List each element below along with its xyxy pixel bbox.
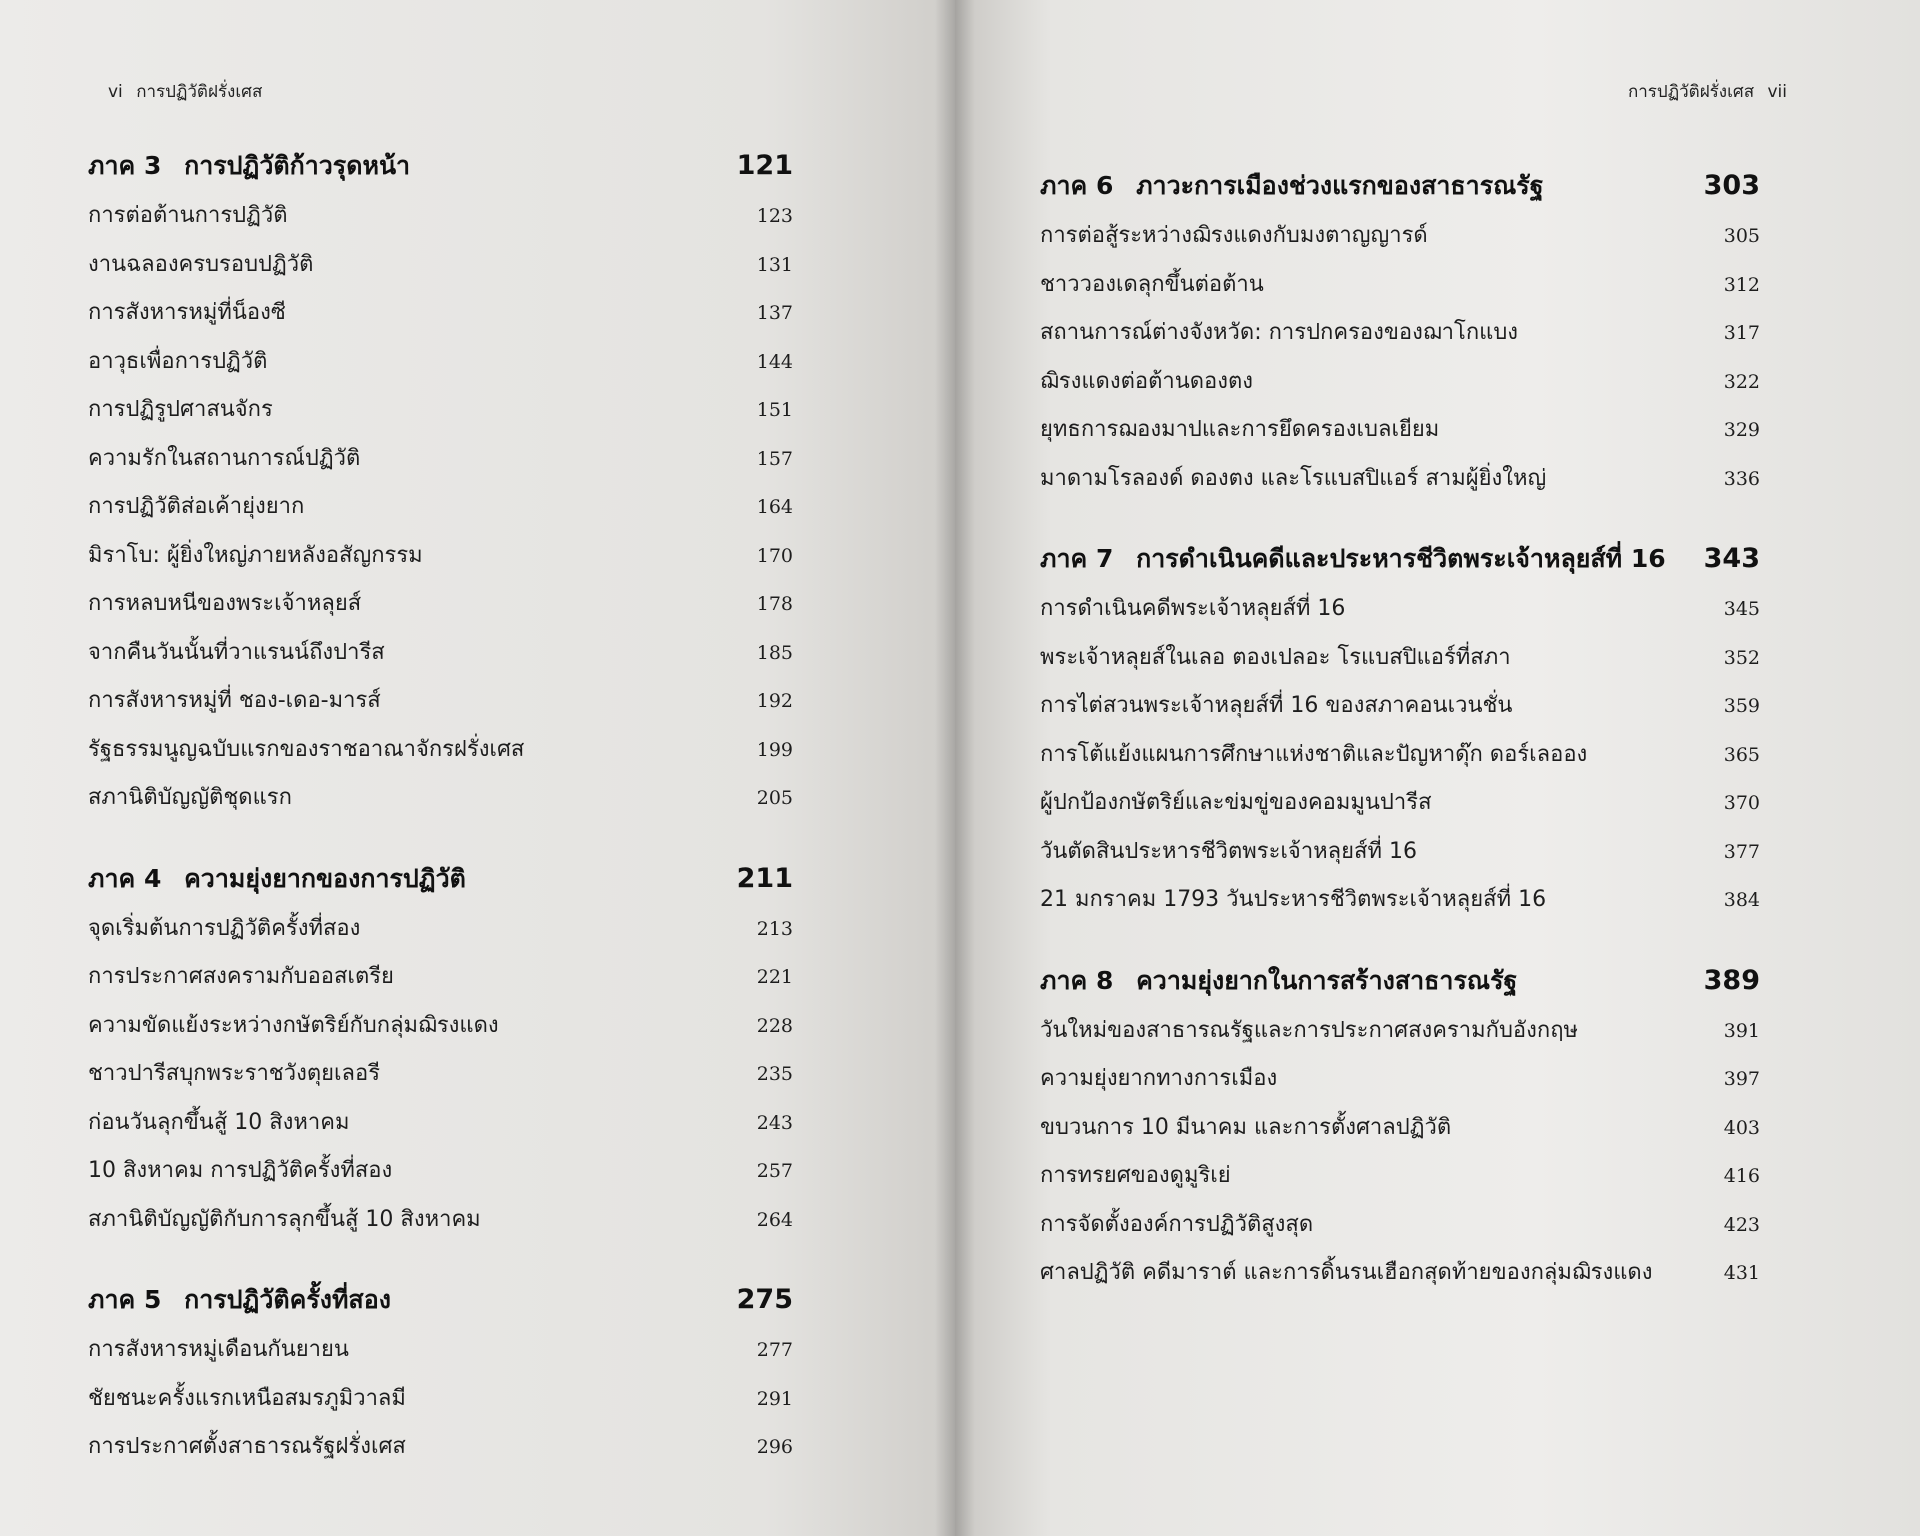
chapter-page-number: 205 (756, 787, 793, 809)
part-title: การปฏิวัติครั้งที่สอง (184, 1285, 391, 1314)
chapter-title: ความขัดแย้งระหว่างกษัตริย์กับกลุ่มฌิรงแดง (88, 1012, 499, 1038)
toc-entry (88, 905, 793, 954)
part-title-group (88, 853, 466, 905)
part-page-number: 389 (1703, 964, 1760, 996)
toc-entry (1040, 1249, 1760, 1298)
toc-entry (88, 580, 793, 629)
toc-part (88, 140, 793, 823)
chapter-page-number: 391 (1723, 1019, 1760, 1042)
chapter-title: ความยุ่งยากทางการเมือง (1040, 1066, 1278, 1091)
chapter-title: สภานิติบัญญัติชุดแรก (88, 785, 292, 810)
chapter-title: 10 สิงหาคม การปฏิวัติครั้งที่สอง (88, 1158, 393, 1183)
part-heading (88, 853, 793, 905)
chapter-title: จุดเริ่มต้นการปฏิวัติครั้งที่สอง (88, 915, 361, 941)
chapter-page-number: 199 (756, 738, 793, 761)
chapter-title: สภานิติบัญญัติกับการลุกขึ้นสู้ 10 สิงหาคม (88, 1206, 481, 1232)
toc-part (88, 853, 793, 1245)
toc-entry (1040, 876, 1760, 925)
chapter-page-number: 192 (756, 690, 793, 712)
page-number-vii: vii (1767, 82, 1787, 102)
chapter-page-number: 221 (756, 966, 793, 988)
chapter-title: การทรยศของดูมูริเย่ (1040, 1163, 1231, 1188)
chapter-title: ศาลปฏิวัติ คดีมาราต์ และการดิ้นรนเฮือกสุดท้ายของกลุ่มฌิรงแดง (1040, 1260, 1653, 1285)
chapter-title: พระเจ้าหลุยส์ในเลอ ตองเปลอะ โรแบสปิแอร์ที่สภา (1040, 644, 1511, 670)
chapter-page-number: 370 (1723, 792, 1760, 814)
chapter-page-number: 403 (1723, 1116, 1760, 1139)
toc-entry (1040, 1201, 1760, 1250)
chapter-title: วันใหม่ของสาธารณรัฐและการประกาศสงครามกับอังกฤษ (1040, 1017, 1579, 1043)
chapter-page-number: 123 (756, 205, 793, 227)
chapter-page-number: 377 (1723, 840, 1760, 863)
book-gutter (935, 0, 975, 1536)
part-title-group (1040, 533, 1666, 585)
chapter-title: ยุทธการฌองมาปและการยึดครองเบลเยียม (1040, 417, 1440, 442)
part-title: ความยุ่งยากของการปฏิวัติ (184, 863, 466, 893)
part-title: การปฏิวัติก้าวรุดหน้า (184, 151, 411, 180)
toc-entry (1040, 212, 1760, 261)
toc-entry (88, 338, 793, 387)
chapter-title: ขบวนการ 10 มีนาคม และการตั้งศาลปฏิวัติ (1040, 1114, 1452, 1140)
toc-entry (88, 289, 793, 338)
chapter-title: การสังหารหมู่เดือนกันยายน (88, 1337, 349, 1362)
chapter-page-number: 164 (756, 496, 793, 518)
toc-entry (1040, 634, 1760, 683)
chapter-title: การปฏิรูปศาสนจักร (88, 397, 273, 422)
toc-right (1040, 160, 1760, 1302)
chapter-page-number: 264 (756, 1208, 793, 1231)
toc-entry (88, 1099, 793, 1148)
toc-entry (88, 532, 793, 581)
toc-entry (88, 774, 793, 823)
part-label: ภาค 5 (88, 1285, 162, 1314)
left-page (0, 0, 955, 1536)
page-number-vi: vi (108, 82, 123, 102)
chapter-page-number: 291 (756, 1387, 793, 1410)
chapter-title: การปฏิวัติส่อเค้ายุ่งยาก (88, 494, 305, 519)
chapter-page-number: 345 (1723, 598, 1760, 620)
toc-entry (88, 677, 793, 726)
part-label: ภาค 7 (1040, 544, 1114, 573)
chapter-title: งานฉลองครบรอบปฏิวัติ (88, 251, 314, 277)
part-heading (88, 140, 793, 192)
book-title: การปฏิวัติฝรั่งเศส (136, 82, 263, 102)
part-page-number: 275 (736, 1284, 793, 1315)
chapter-title: การประกาศสงครามกับออสเตรีย (88, 964, 394, 989)
chapter-title: การจัดตั้งองค์การปฏิวัติสูงสุด (1040, 1211, 1314, 1237)
part-label: ภาค 3 (88, 151, 162, 180)
chapter-page-number: 151 (756, 399, 793, 421)
part-label: ภาค 4 (88, 863, 162, 893)
chapter-title: ก่อนวันลุกขึ้นสู้ 10 สิงหาคม (88, 1109, 350, 1135)
chapter-page-number: 365 (1723, 743, 1760, 766)
toc-entry (88, 1423, 793, 1472)
running-head-right (1628, 78, 1795, 105)
toc-entry (88, 386, 793, 435)
toc-entry (88, 953, 793, 1002)
part-label: ภาค 6 (1040, 171, 1114, 200)
part-heading (88, 1274, 793, 1326)
toc-entry (88, 435, 793, 484)
chapter-page-number: 305 (1723, 225, 1760, 247)
chapter-page-number: 317 (1723, 322, 1760, 344)
chapter-page-number: 359 (1723, 695, 1760, 717)
part-heading (1040, 533, 1760, 585)
part-title-group (88, 140, 410, 192)
chapter-title: การดำเนินคดีพระเจ้าหลุยส์ที่ 16 (1040, 596, 1346, 621)
chapter-title: จากคืนวันนั้นที่วาแรนน์ถึงปารีส (88, 639, 385, 665)
chapter-page-number: 416 (1723, 1165, 1760, 1187)
toc-entry (1040, 1104, 1760, 1153)
toc-entry (1040, 779, 1760, 828)
part-spacer (1040, 507, 1760, 533)
toc-entry (88, 1375, 793, 1424)
toc-part (88, 1274, 793, 1472)
toc-left (88, 140, 793, 1476)
part-title-group (1040, 160, 1544, 212)
toc-entry (1040, 261, 1760, 310)
toc-entry (88, 192, 793, 241)
toc-entry (1040, 406, 1760, 455)
toc-entry (1040, 682, 1760, 731)
chapter-title: สถานการณ์ต่างจังหวัด: การปกครองของฌาโกแบง (1040, 320, 1519, 345)
part-title: ความยุ่งยากในการสร้างสาธารณรัฐ (1136, 965, 1518, 995)
toc-entry (88, 1147, 793, 1196)
chapter-page-number: 336 (1723, 467, 1760, 490)
toc-entry (88, 241, 793, 290)
part-spacer (1040, 929, 1760, 955)
chapter-page-number: 170 (756, 544, 793, 567)
toc-entry (88, 483, 793, 532)
toc-entry (1040, 731, 1760, 780)
part-page-number: 303 (1703, 170, 1760, 201)
chapter-page-number: 397 (1723, 1068, 1760, 1090)
toc-entry (1040, 828, 1760, 877)
chapter-title: วันตัดสินประหารชีวิตพระเจ้าหลุยส์ที่ 16 (1040, 838, 1417, 864)
chapter-page-number: 329 (1723, 419, 1760, 441)
part-spacer (88, 1248, 793, 1274)
chapter-title: การโต้แย้งแผนการศึกษาแห่งชาติและปัญหาดุ๊ก ดอร์เลออง (1040, 741, 1588, 767)
toc-entry (1040, 358, 1760, 407)
chapter-page-number: 131 (756, 253, 793, 276)
chapter-page-number: 257 (756, 1160, 793, 1182)
chapter-title: 21 มกราคม 1793 วันประหารชีวิตพระเจ้าหลุยส์ที่ 16 (1040, 887, 1547, 912)
chapter-title: ผู้ปกป้องกษัตริย์และข่มขู่ของคอมมูนปารีส (1040, 790, 1432, 815)
part-title-group (1040, 955, 1517, 1007)
chapter-page-number: 178 (756, 593, 793, 615)
chapter-title: การหลบหนีของพระเจ้าหลุยส์ (88, 591, 362, 616)
toc-entry (1040, 455, 1760, 504)
chapter-title: การประกาศตั้งสาธารณรัฐฝรั่งเศส (88, 1434, 406, 1459)
chapter-title: การต่อต้านการปฏิวัติ (88, 203, 288, 228)
chapter-page-number: 228 (756, 1014, 793, 1037)
toc-entry (1040, 1007, 1760, 1056)
chapter-page-number: 213 (756, 917, 793, 940)
chapter-page-number: 312 (1723, 273, 1760, 296)
chapter-page-number: 235 (756, 1063, 793, 1085)
chapter-page-number: 431 (1723, 1262, 1760, 1284)
toc-entry (1040, 585, 1760, 634)
part-heading (1040, 160, 1760, 212)
chapter-title: ฌิรงแดงต่อต้านดองตง (1040, 368, 1254, 394)
part-heading (1040, 955, 1760, 1007)
chapter-title: ชาววองเดลุกขึ้นต่อต้าน (1040, 271, 1264, 297)
chapter-title: การสังหารหมู่ที่น็องซี (88, 300, 286, 325)
chapter-title: การต่อสู้ระหว่างฌิรงแดงกับมงตาญญารด์ (1040, 223, 1428, 248)
chapter-title: การไต่สวนพระเจ้าหลุยส์ที่ 16 ของสภาคอนเวนชั่น (1040, 693, 1513, 718)
chapter-title: อาวุธเพื่อการปฏิวัติ (88, 348, 268, 374)
chapter-page-number: 384 (1723, 889, 1760, 911)
chapter-page-number: 322 (1723, 370, 1760, 393)
chapter-page-number: 243 (756, 1111, 793, 1134)
chapter-title: การสังหารหมู่ที่ ชอง-เดอ-มารส์ (88, 688, 381, 713)
toc-part (1040, 533, 1760, 925)
chapter-page-number: 277 (756, 1339, 793, 1361)
part-title: ภาวะการเมืองช่วงแรกของสาธารณรัฐ (1136, 171, 1544, 200)
part-title-group (88, 1274, 391, 1326)
book-title: การปฏิวัติฝรั่งเศส (1627, 82, 1755, 102)
chapter-title: ชาวปารีสบุกพระราชวังตุยเลอรี (88, 1061, 381, 1086)
chapter-page-number: 144 (756, 350, 793, 373)
toc-entry (88, 1326, 793, 1375)
chapter-page-number: 352 (1723, 646, 1760, 669)
toc-entry (88, 1002, 793, 1051)
toc-part (1040, 160, 1760, 503)
chapter-title: มาดามโรลองด์ ดองตง และโรแบสปิแอร์ สามผู้ยิ่งใหญ่ (1040, 465, 1547, 491)
toc-entry (88, 629, 793, 678)
running-head-left (100, 78, 262, 105)
toc-entry (1040, 1055, 1760, 1104)
chapter-title: ความรักในสถานการณ์ปฏิวัติ (88, 445, 361, 471)
toc-entry (88, 1196, 793, 1245)
toc-entry (1040, 1152, 1760, 1201)
toc-entry (1040, 309, 1760, 358)
toc-entry (88, 1050, 793, 1099)
chapter-page-number: 296 (756, 1436, 793, 1458)
part-page-number: 211 (736, 862, 793, 894)
chapter-title: รัฐธรรมนูญฉบับแรกของราชอาณาจักรฝรั่งเศส (88, 736, 525, 762)
chapter-title: ชัยชนะครั้งแรกเหนือสมรภูมิวาลมี (88, 1385, 406, 1411)
chapter-page-number: 137 (756, 302, 793, 324)
chapter-page-number: 185 (756, 641, 793, 664)
part-page-number: 343 (1703, 543, 1760, 574)
toc-entry (88, 726, 793, 775)
chapter-title: มิราโบ: ผู้ยิ่งใหญ่ภายหลังอสัญกรรม (88, 542, 423, 568)
chapter-page-number: 423 (1723, 1213, 1760, 1236)
chapter-page-number: 157 (756, 447, 793, 470)
part-label: ภาค 8 (1040, 965, 1114, 995)
part-title: การดำเนินคดีและประหารชีวิตพระเจ้าหลุยส์ที่ 16 (1136, 544, 1666, 573)
toc-part (1040, 955, 1760, 1298)
right-page (955, 0, 1920, 1536)
part-spacer (88, 827, 793, 853)
part-page-number: 121 (736, 150, 793, 181)
